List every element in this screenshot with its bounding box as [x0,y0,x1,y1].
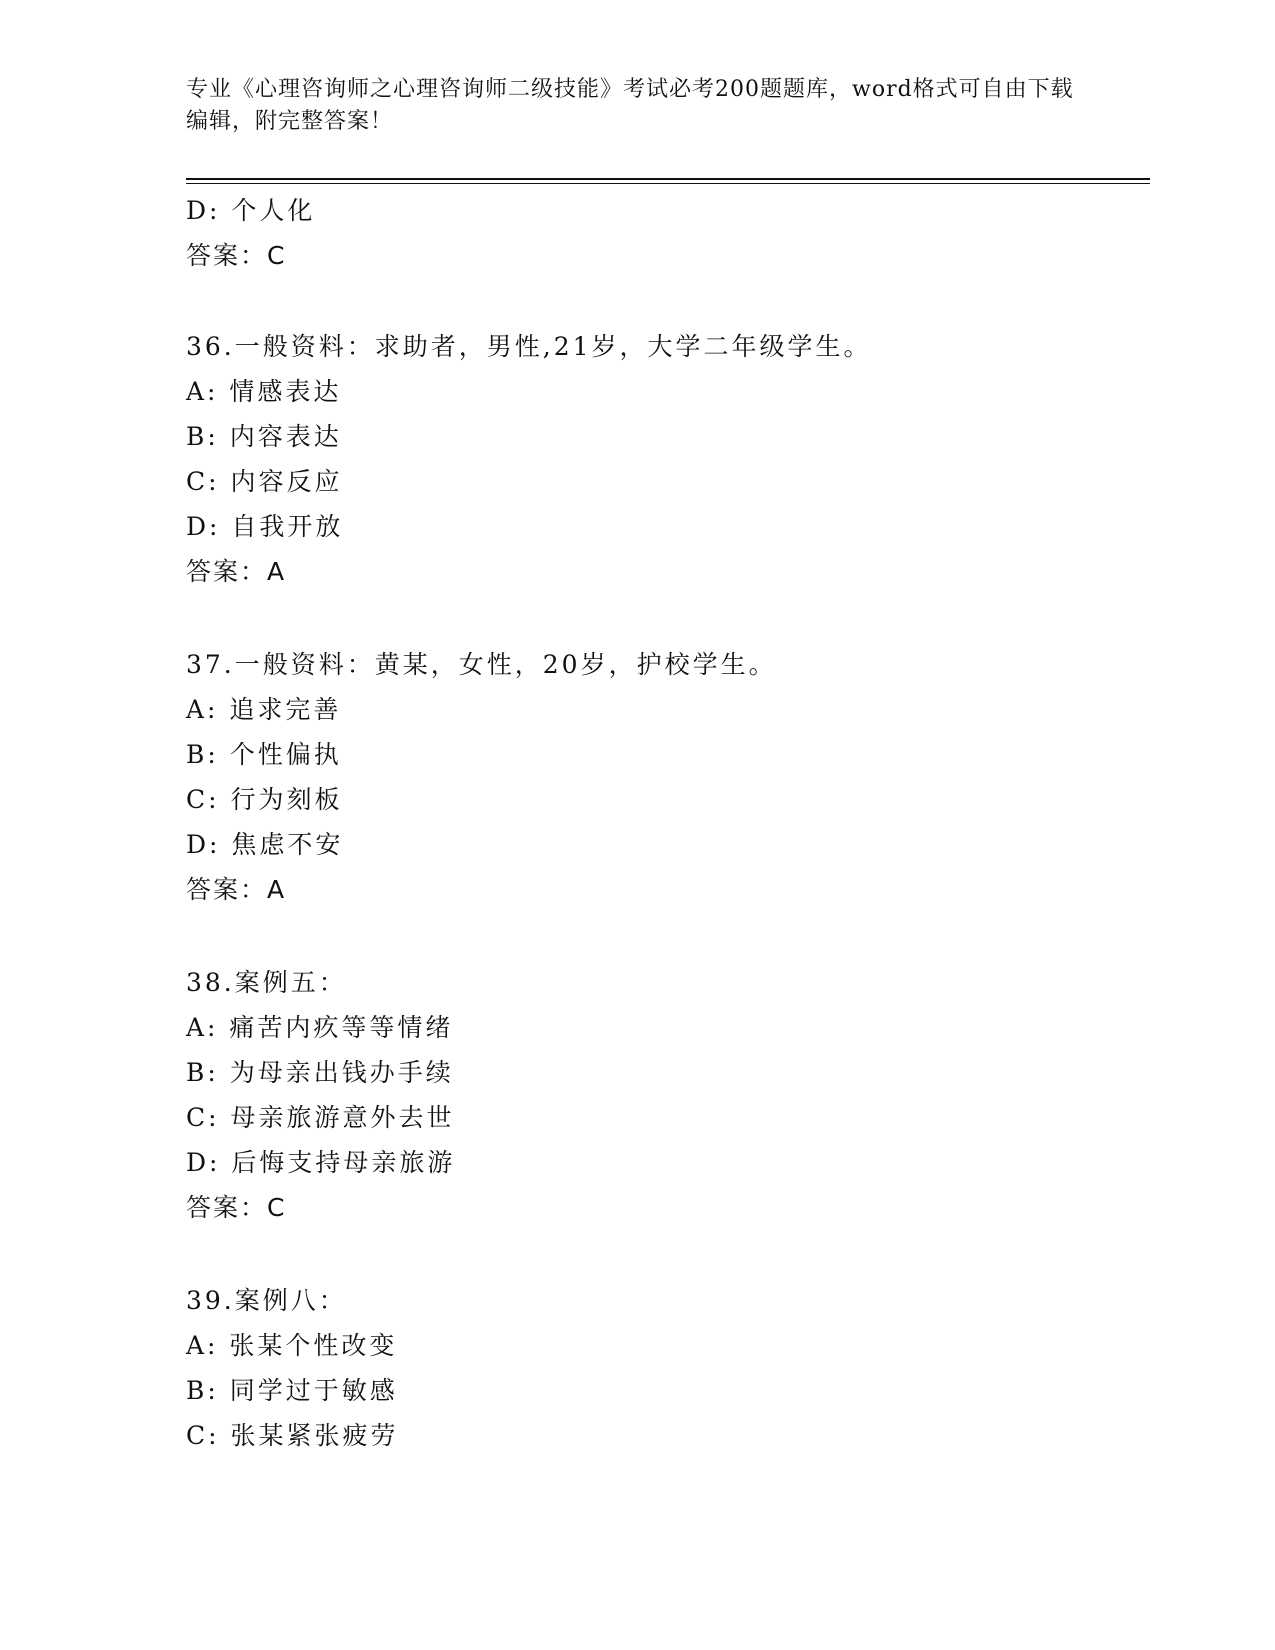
option-c-q39: C: 张某紧张疲劳 [186,1421,399,1450]
option-c-q36: C: 内容反应 [186,467,343,496]
option-a-q37: A: 追求完善 [186,695,342,724]
option-d-q38: D: 后悔支持母亲旅游 [186,1148,456,1177]
page-header-title: 专业《心理咨询师之心理咨询师二级技能》考试必考200题题库，word格式可自由下载编辑，附完整答案！ [186,77,1074,134]
option-c-q38: C: 母亲旅游意外去世 [186,1103,455,1132]
question-39: 39.案例八： [186,1286,347,1315]
question-38: 38.案例五： [186,968,347,997]
option-a-q38: A: 痛苦内疚等等情绪 [186,1013,454,1042]
option-a-q39: A: 张某个性改变 [186,1331,398,1360]
option-d-q35: D: 个人化 [186,196,316,225]
option-c-q37: C: 行为刻板 [186,785,343,814]
option-d-q37: D: 焦虑不安 [186,830,344,859]
option-b-q37: B: 个性偏执 [186,740,342,769]
option-b-q38: B: 为母亲出钱办手续 [186,1058,454,1087]
option-d-q36: D: 自我开放 [186,512,344,541]
option-b-q36: B: 内容表达 [186,422,342,451]
answer-q36: 答案：A [186,557,287,586]
question-37: 37.一般资料：黄某，女性，20岁，护校学生。 [186,650,777,679]
header-divider-thin [186,183,1150,184]
question-36: 36.一般资料：求助者，男性,21岁，大学二年级学生。 [186,332,872,361]
header-divider-thick [186,178,1150,180]
option-a-q36: A: 情感表达 [186,377,342,406]
option-b-q39: B: 同学过于敏感 [186,1376,398,1405]
answer-q38: 答案：C [186,1193,287,1222]
answer-q35: 答案：C [186,241,287,270]
answer-q37: 答案：A [186,875,287,904]
